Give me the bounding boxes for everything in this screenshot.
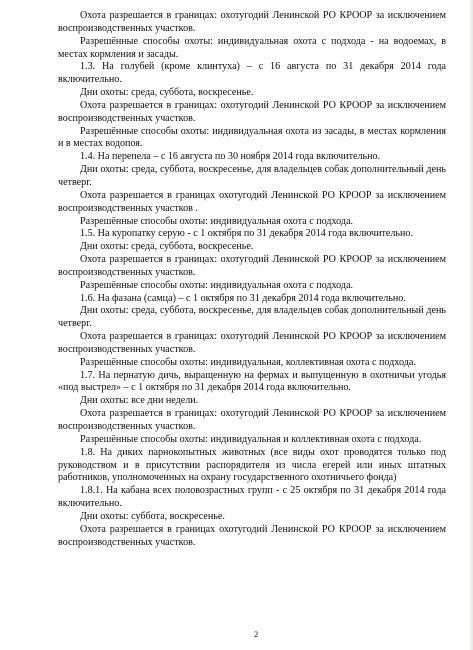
paragraph: Разрешённые способы охоты: индивидуальная охота из засады, в местах кормления и в местах водопоя. [58,125,446,150]
document-body [58,10,446,549]
paragraph: 1.8.1. На кабана всех половозрастных групп - с 25 октября по 31 декабря 2014 года включительно. [58,485,446,510]
paragraph: Охота разрешается в границах: охотугодий Ленинской РО КРООР за исключением воспроизводственных участков. [58,254,446,278]
paragraph: Разрешённые способы охоты: индивидуальная охота с подхода - на водоемах, в местах кормления и засады. [58,35,446,60]
paragraph: Дни охоты: среда, суббота, воскресенье, для владельцев собак дополнительный день четверг. [58,305,446,330]
paragraph: Охота разрешается в границах охотугодий Ленинской РО КРООР за исключением воспроизводственных участков. [58,523,446,548]
paragraph: Охота разрешается в границах: охотугодий Ленинской РО КРООР за исключением воспроизводственных участков. [58,331,446,355]
paragraph: 1.3. На голубей (кроме клинтуха) – с 16 августа по 31 декабря 2014 года включительно. [58,61,446,86]
paragraph: Дни охоты: среда, суббота, воскресенье. [80,241,254,253]
paragraph: 1.5. На куропатку серую - с 1 октября по 31 декабря 2014 года включительно. [80,228,413,240]
paragraph: Охота разрешается в границах: охотугодий Ленинской РО КРООР за исключением воспроизводственных участков. [58,99,446,124]
paragraph: Разрешённые способы охоты: индивидуальная и коллективная охота с подхода. [80,433,422,445]
paragraph: Дни охоты: среда, суббота, воскресенье, для владельцев собак дополнительный день четверг. [58,164,446,188]
page-number: 2 [254,629,259,639]
paragraph: 1.6. На фазана (самца) – с 1 октября по 31 декабря 2014 года включительно. [80,292,406,304]
paragraph: 1.4. На перепела – с 16 августа по 30 ноября 2014 года включительно. [80,151,381,163]
paragraph: 1.7. На пернатую дичь, выращенную на фермах и выпущенную в охотничьи угодья «под выстрел» – с 1 октября по 31 декабря 2014 года включительно. [58,369,446,394]
paragraph: 1.8. На диких парнокопытных животных (все виды охот проводятся только под руководством и в присутствии распорядителя из числа егерей или иных штатных работников, уполномоченных на охрану государственного охотничьего фонда) [58,446,446,484]
paragraph: Разрешённые способы охоты: индивидуальная охота с подхода. [80,279,354,291]
paragraph: Дни охоты: суббота, воскресенье. [80,510,225,522]
paragraph: Разрешённые способы охоты: индивидуальная охота с подхода. [80,215,354,227]
paragraph: Охота разрешается в границах охотугодий Ленинской РО КРООР за исключением воспроизводственных участков . [58,189,446,214]
paragraph: Охота разрешается в границах: охотугодий Ленинской РО КРООР за исключением воспроизводственных участков. [58,408,446,432]
paragraph: Дни охоты: все дни недели. [80,395,199,407]
paragraph: Дни охоты: среда, суббота, воскресенье. [80,87,254,99]
paragraph: Охота разрешается в границах: охотугодий Ленинской РО КРООР за исключением воспроизводственных участков. [58,10,446,34]
paragraph: Разрешённые способы охоты: индивидуальная, коллективная охота с подхода. [80,356,416,368]
